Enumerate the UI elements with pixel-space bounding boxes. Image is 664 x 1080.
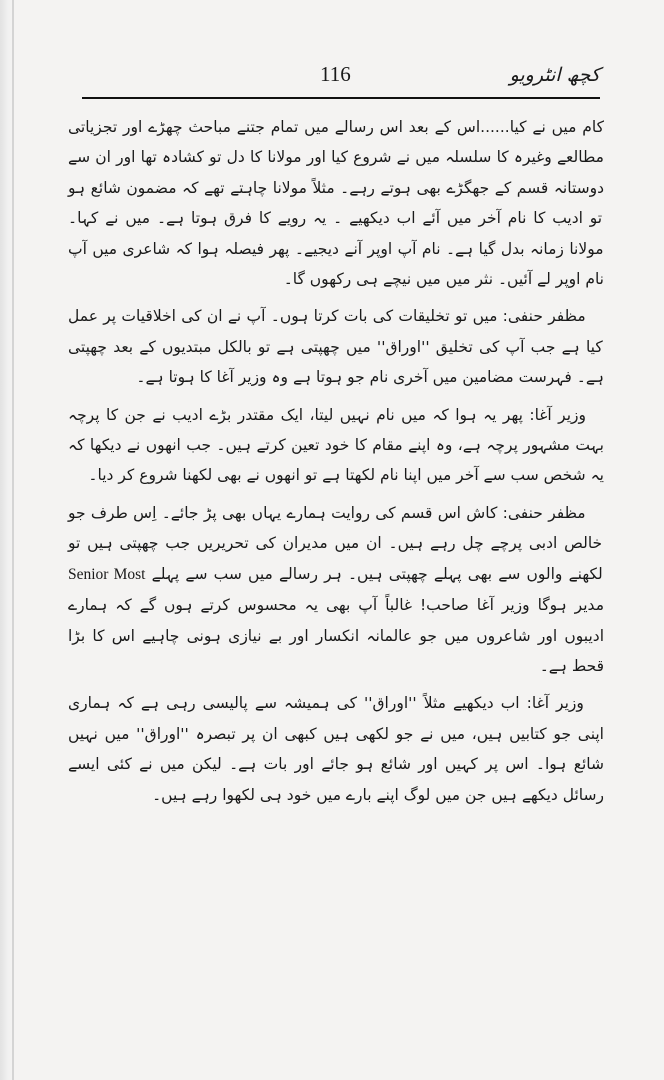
text-line: اپنی جو کتابیں ہیں، میں نے جو لکھی ہیں کبھی ان پر تبصرہ ''اوراق'' میں نہیں شائع ہوا۔ xyxy=(68,724,604,774)
text-line: مظفر حنفی: میں تو تخلیقات کی بات کرتا ہوں۔ آپ نے ان کی اخلاقیات پر عمل xyxy=(68,307,586,326)
text-line: ہے۔ فہرست مضامین میں آخری نام جو ہوتا ہے وہ وزیر آغا کا ہوتا ہے۔ xyxy=(136,368,604,387)
text-line: دیکھا کہ یہ شخص سب سے آخر میں اپنا نام لکھتا ہے تو انھوں نے بھی لکھنا شروع کر دیا۔ xyxy=(68,436,604,485)
paragraph xyxy=(68,112,604,294)
text-line: خالص ادبی پرچے چل رہے ہیں۔ ان میں مدیران کی تحریریں جب چھپتی ہیں تو xyxy=(68,534,603,553)
text-line: جن میں لوگ اپنے بارے میں خود ہی لکھوا رہے ہیں۔ xyxy=(152,785,487,804)
text-line: مظفر حنفی: کاش اس قسم کی روایت ہمارے یہاں بھی پڑ جائے۔ اِس طرف جو xyxy=(68,503,586,522)
text-line: ہو تو ادیب کا نام آخر میں آئے اب دیکھیے ۔ یہ رویے کا فرق ہوتا ہے۔ میں نے کہا۔ xyxy=(68,178,603,228)
text-line: وزیر آغا: اب دیکھیے مثلاً ''اوراق'' کی ہمیشہ سے پالیسی رہی ہے کہ ہماری xyxy=(68,694,584,713)
text-line: نام اوپر لے آئیں۔ نثر میں میں نیچے ہی رکھوں گا۔ xyxy=(283,270,604,289)
text-line: تجزیاتی مطالعے وغیرہ کا سلسلہ میں نے شروع کیا اور مولانا کا دل تو کشادہ تھا اور ان xyxy=(68,118,604,167)
text-line: کام میں نے کیا......اس کے بعد اس رسالے میں تمام جتنے مباحث چھڑے اور xyxy=(123,118,604,136)
text-line: مدیر ہوگا وزیر آغا صاحب! غالباً آپ بھی یہ محسوس کرتے ہوں گے کہ ہمارے ادیبوں xyxy=(68,596,604,645)
page-edge xyxy=(12,0,14,1080)
paragraph xyxy=(68,400,604,491)
text-line-with-latin xyxy=(68,565,603,583)
body-text xyxy=(68,112,604,817)
running-title: کچھ انٹرویو xyxy=(509,64,600,86)
text-line: پرچہ بہت مشہور پرچہ ہے، وہ اپنے مقام کا خود تعین کرتے ہیں۔ جب انھوں نے xyxy=(68,405,604,455)
text-segment: لکھنے والوں سے بھی پہلے چھپتی ہیں۔ ہر رسالے میں سب سے پہلے xyxy=(151,564,603,583)
paragraph xyxy=(68,498,604,681)
text-line: وزیر آغا: پھر یہ ہوا کہ میں نام نہیں لیتا، ایک مقتدر بڑے ادیب نے جن کا xyxy=(105,405,586,424)
page-header xyxy=(80,60,600,100)
latin-phrase: Senior Most xyxy=(68,565,146,583)
page-number: 116 xyxy=(320,62,351,86)
header-rule xyxy=(82,97,600,99)
text-line: مولانا زمانہ بدل گیا ہے۔ نام آپ اوپر آنے دیجیے۔ پھر فیصلہ ہوا کہ شاعری میں آپ xyxy=(68,239,604,258)
paragraph xyxy=(68,301,604,392)
text-line: سے دوستانہ قسم کے جھگڑے بھی ہوتے رہے۔ مثلاً مولانا چاہتے تھے کہ مضمون شائع xyxy=(68,148,604,197)
paragraph xyxy=(68,688,604,810)
text-line: اس پر کہیں اور شائع ہو جائے اور بات ہے۔ لیکن میں نے کئی ایسے رسائل دیکھے ہیں xyxy=(68,755,604,804)
text-line: اور شاعروں میں جو عالمانہ انکسار اور بے نیازی ہونی چاہیے اس کا بڑا قحط ہے۔ xyxy=(68,626,604,675)
text-line: کیا ہے جب آپ کی تخلیق ''اوراق'' میں چھپتی ہے تو بالکل مبتدیوں کے بعد چھپتی xyxy=(68,337,603,356)
